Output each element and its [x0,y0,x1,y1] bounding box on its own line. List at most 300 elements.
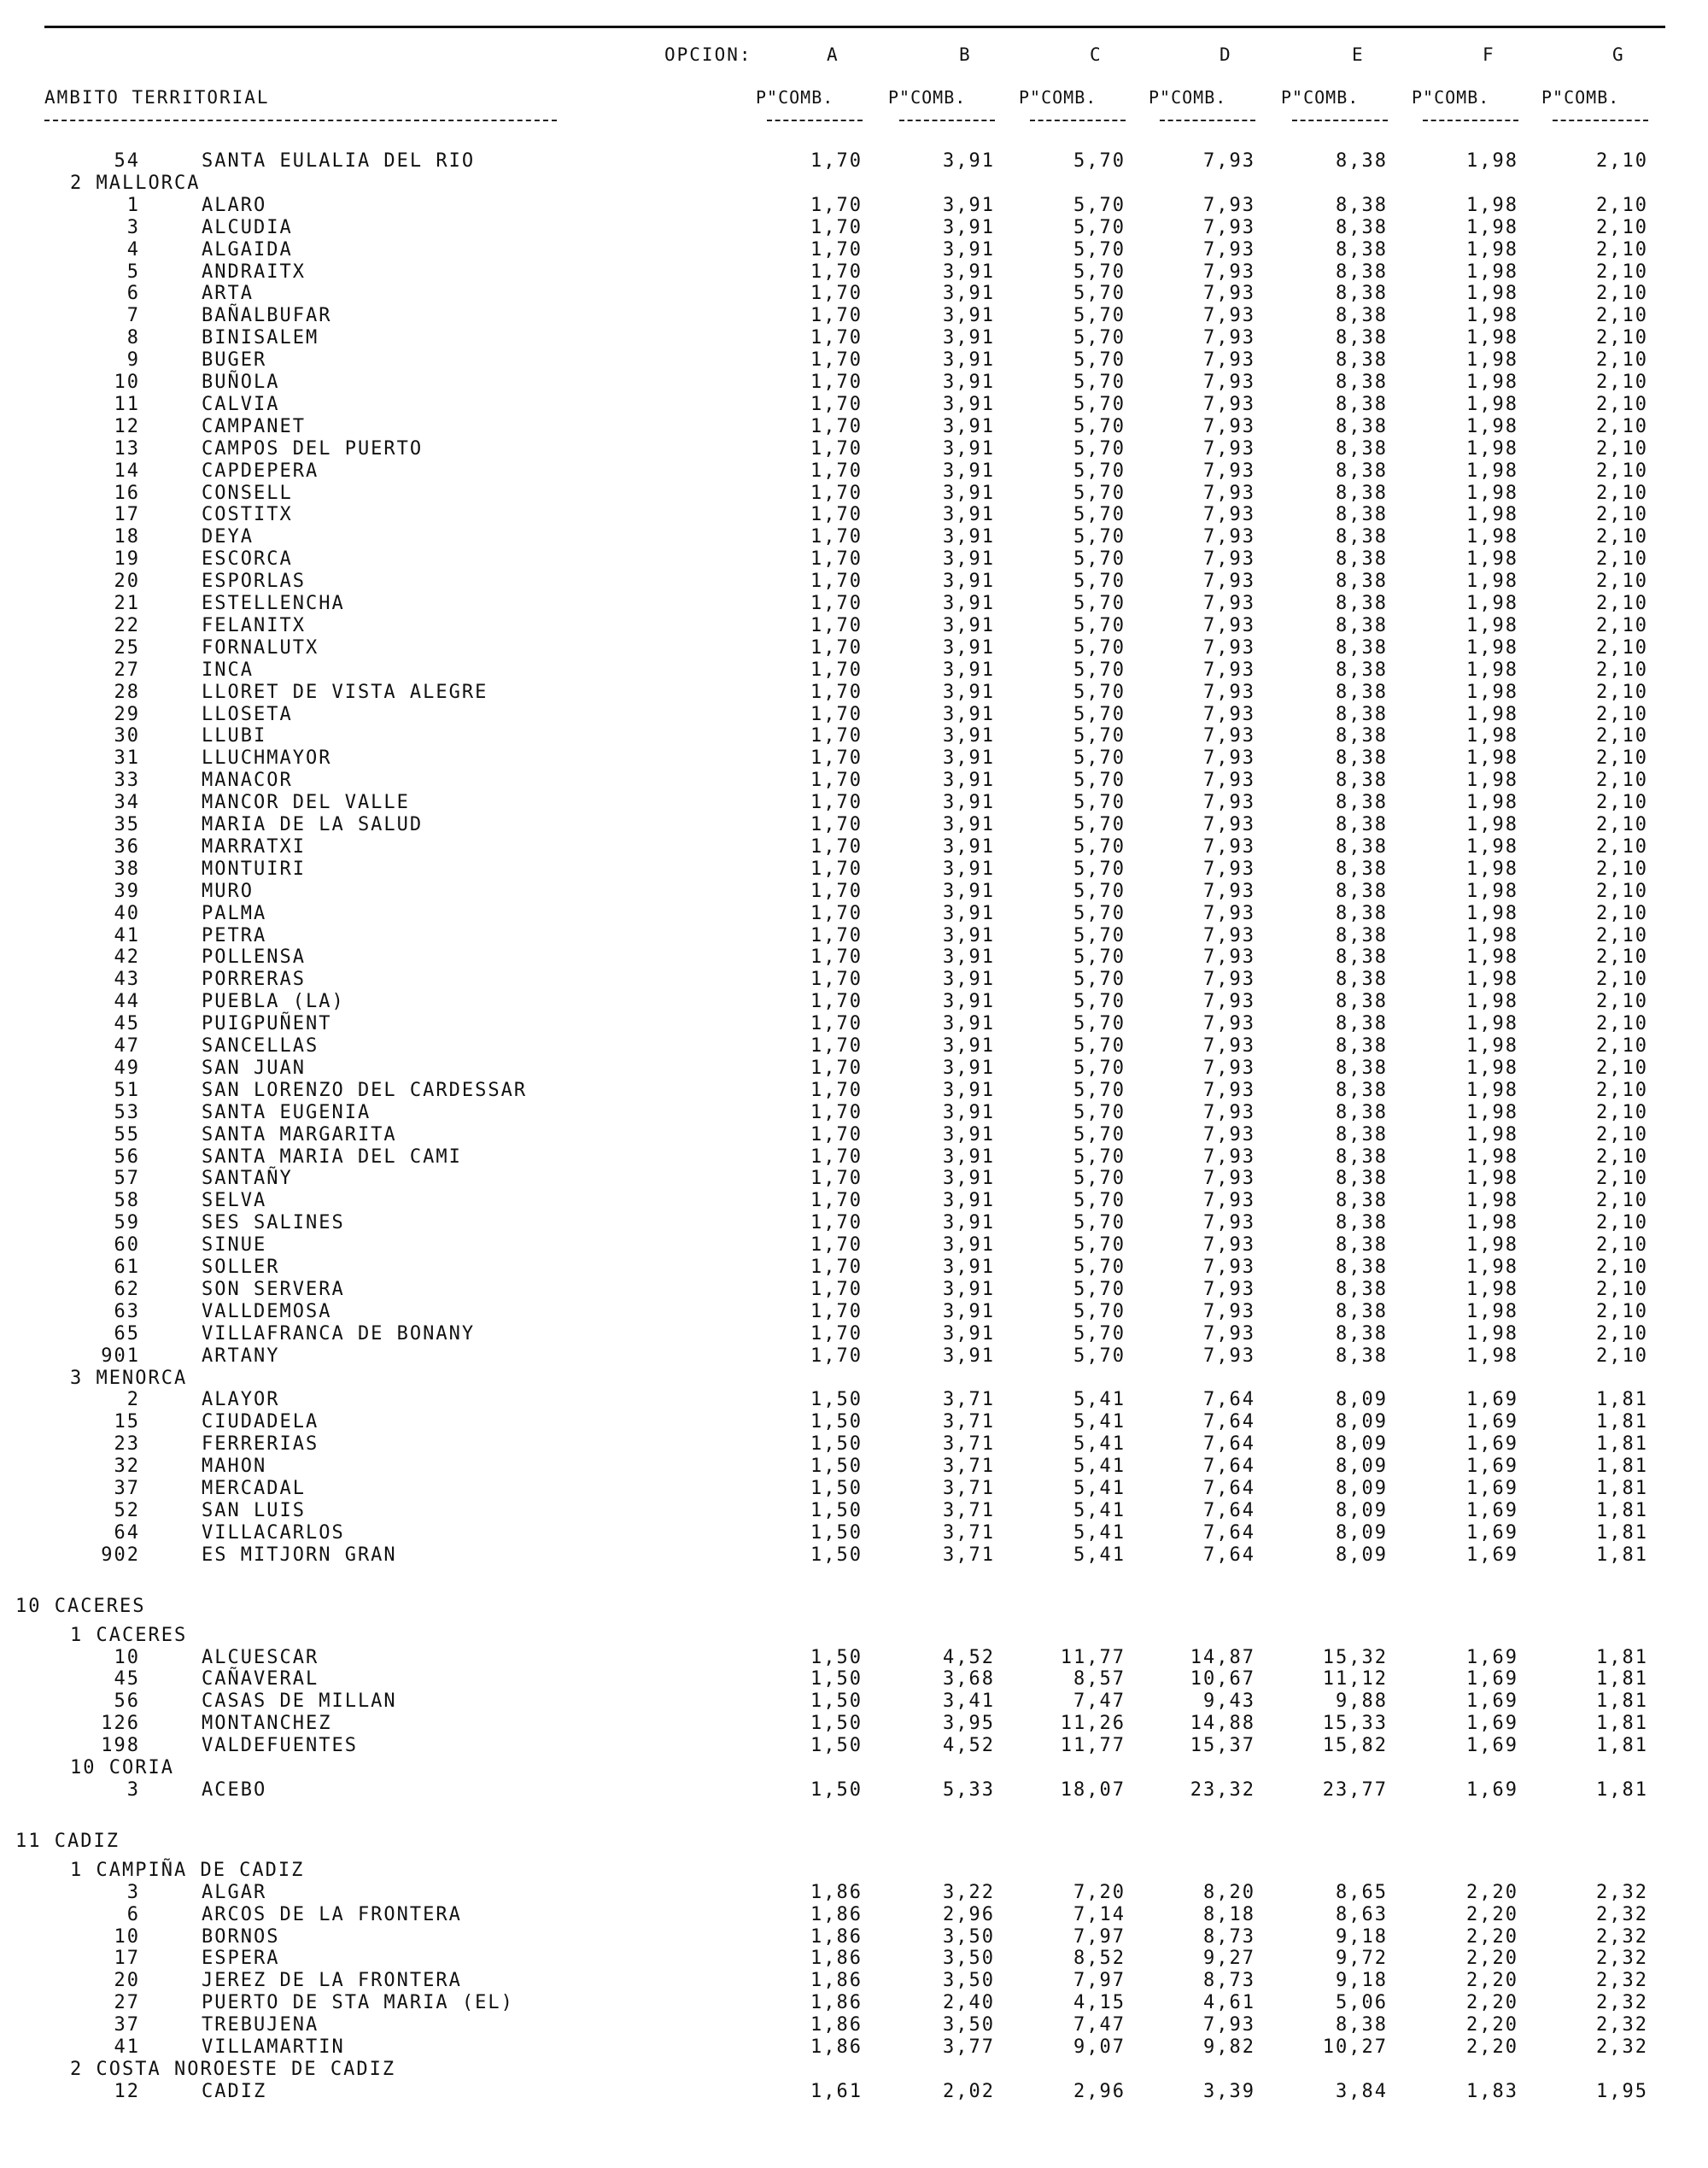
municipality-name: SELVA [202,1190,267,1212]
table-row [0,682,1708,704]
value-cell: 2,10 [1596,415,1648,437]
municipality-name: JEREZ DE LA FRONTERA [202,1970,462,1992]
value-cell: 2,32 [1596,1881,1648,1903]
value-cell: 7,93 [1203,1300,1255,1322]
value-cell: 1,98 [1466,1257,1518,1278]
comb-underline-a [767,120,863,121]
municipality-code: 44 [114,991,140,1013]
municipality-code: 39 [114,880,140,902]
municipality-code: 198 [101,1735,140,1757]
value-cell: 2,10 [1596,681,1648,703]
value-cell: 8,38 [1336,1212,1388,1234]
value-cell: 5,70 [1073,1146,1126,1168]
value-cell: 1,69 [1466,1521,1518,1544]
municipality-name: PORRERAS [202,969,306,991]
value-cell: 1,98 [1466,1101,1518,1123]
value-cell: 1,70 [810,1190,863,1212]
value-cell: 8,38 [1336,504,1388,526]
value-cell: 3,91 [943,991,995,1013]
value-cell: 1,81 [1596,1499,1648,1521]
value-cell: 5,70 [1073,969,1126,991]
value-cell: 2,10 [1596,1057,1648,1079]
value-cell: 8,20 [1203,1881,1255,1903]
value-cell: 2,10 [1596,1079,1648,1101]
value-cell: 1,98 [1466,437,1518,460]
municipality-code: 901 [101,1345,140,1367]
table-row [0,1735,1708,1757]
comb-header-b: P"COMB. [888,87,967,108]
value-cell: 7,93 [1203,703,1255,725]
value-cell: 7,64 [1203,1478,1255,1499]
value-cell: 2,32 [1596,1970,1648,1992]
municipality-name: FELANITX [202,614,306,636]
value-cell: 5,70 [1073,946,1126,969]
municipality-code: 20 [114,1970,140,1992]
table-row [0,615,1708,637]
value-cell: 7,93 [1203,1079,1255,1101]
municipality-name: CAÑAVERAL [202,1668,319,1690]
value-cell: 7,47 [1073,2014,1126,2036]
value-cell: 5,70 [1073,814,1126,835]
value-cell: 5,70 [1073,614,1126,636]
municipality-name: CONSELL [202,482,293,504]
value-cell: 1,98 [1466,1146,1518,1168]
value-cell: 7,93 [1203,1322,1255,1345]
municipality-name: ALARO [202,194,267,216]
value-cell: 8,38 [1336,1190,1388,1212]
value-cell: 1,70 [810,614,863,636]
value-cell: 1,83 [1466,2080,1518,2102]
municipality-code: 11 [114,393,140,415]
value-cell: 4,15 [1073,1992,1126,2014]
municipality-name: ALAYOR [202,1389,280,1411]
value-cell: 3,91 [943,327,995,349]
table-row [0,1279,1708,1301]
table-row [0,858,1708,881]
value-cell: 15,82 [1322,1735,1388,1757]
municipality-code: 10 [114,372,140,393]
column-letter-c: C [1090,44,1103,65]
value-cell: 3,71 [943,1499,995,1521]
value-cell: 1,70 [810,858,863,880]
value-cell: 2,10 [1596,1146,1648,1168]
value-cell: 8,38 [1336,238,1388,261]
value-cell: 3,91 [943,305,995,327]
value-cell: 1,50 [810,1499,863,1521]
value-cell: 18,07 [1060,1778,1126,1801]
value-cell: 1,98 [1466,372,1518,393]
municipality-code: 902 [101,1544,140,1566]
value-cell: 5,70 [1073,238,1126,261]
municipality-code: 53 [114,1101,140,1123]
value-cell: 7,93 [1203,504,1255,526]
value-cell: 1,98 [1466,835,1518,858]
value-cell: 1,70 [810,1035,863,1057]
table-row [0,1970,1708,1992]
value-cell: 10,67 [1190,1668,1255,1690]
value-cell: 1,98 [1466,659,1518,681]
value-cell: 3,71 [943,1411,995,1433]
value-cell: 1,98 [1466,1035,1518,1057]
value-cell: 7,93 [1203,349,1255,372]
value-cell: 7,93 [1203,1146,1255,1168]
municipality-name: LLORET DE VISTA ALEGRE [202,681,488,703]
value-cell: 2,10 [1596,194,1648,216]
value-cell: 7,93 [1203,1168,1255,1190]
municipality-code: 41 [114,924,140,946]
value-cell: 7,93 [1203,1345,1255,1367]
value-cell: 5,70 [1073,593,1126,614]
table-row [0,504,1708,526]
value-cell: 1,98 [1466,1079,1518,1101]
municipality-code: 36 [114,835,140,858]
value-cell: 1,98 [1466,814,1518,835]
table-row [0,1522,1708,1544]
value-cell: 5,70 [1073,261,1126,283]
municipality-name: BUÑOLA [202,372,280,393]
municipality-code: 20 [114,571,140,593]
value-cell: 3,91 [943,1300,995,1322]
value-cell: 1,50 [810,1668,863,1690]
value-cell: 1,81 [1596,1389,1648,1411]
value-cell: 2,10 [1596,636,1648,659]
municipality-name: SANTA EULALIA DEL RIO [202,150,476,172]
value-cell: 3,91 [943,1146,995,1168]
value-cell: 1,86 [810,1881,863,1903]
value-cell: 3,91 [943,216,995,238]
value-cell: 1,50 [810,1735,863,1757]
value-cell: 2,10 [1596,1257,1648,1278]
table-row [0,1301,1708,1323]
value-cell: 7,93 [1203,835,1255,858]
value-cell: 1,69 [1466,1713,1518,1735]
value-cell: 2,10 [1596,548,1648,571]
table-row [0,946,1708,969]
value-cell: 7,64 [1203,1389,1255,1411]
value-cell: 1,98 [1466,946,1518,969]
value-cell: 3,91 [943,372,995,393]
value-cell: 1,81 [1596,1735,1648,1757]
value-cell: 3,91 [943,681,995,703]
value-cell: 2,96 [943,1903,995,1925]
value-cell: 5,70 [1073,1079,1126,1101]
value-cell: 8,73 [1203,1970,1255,1992]
table-row [0,637,1708,659]
value-cell: 3,91 [943,1234,995,1257]
municipality-name: ACEBO [202,1778,267,1801]
municipality-name: SANTA MARIA DEL CAMI [202,1146,462,1168]
value-cell: 2,10 [1596,1212,1648,1234]
value-cell: 3,91 [943,858,995,880]
municipality-name: FERRERIAS [202,1433,319,1456]
table-row [0,548,1708,571]
value-cell: 7,93 [1203,636,1255,659]
value-cell: 3,91 [943,526,995,548]
value-cell: 5,70 [1073,703,1126,725]
municipality-name: COSTITX [202,504,293,526]
value-cell: 5,70 [1073,725,1126,747]
municipality-code: 28 [114,681,140,703]
value-cell: 1,69 [1466,1690,1518,1713]
municipality-code: 63 [114,1300,140,1322]
value-cell: 15,33 [1322,1713,1388,1735]
value-cell: 3,91 [943,460,995,482]
value-cell: 3,71 [943,1521,995,1544]
value-cell: 3,91 [943,747,995,770]
value-cell: 1,69 [1466,1778,1518,1801]
value-cell: 8,09 [1336,1521,1388,1544]
value-cell: 7,93 [1203,327,1255,349]
municipality-name: PALMA [202,902,267,924]
municipality-name: MONTUIRI [202,858,306,880]
value-cell: 5,41 [1073,1521,1126,1544]
value-cell: 1,70 [810,1013,863,1035]
municipality-name: SOLLER [202,1257,280,1278]
municipality-code: 10 [114,1925,140,1948]
value-cell: 2,20 [1466,1992,1518,2014]
value-cell: 7,93 [1203,437,1255,460]
municipality-name: CALVIA [202,393,280,415]
value-cell: 1,81 [1596,1690,1648,1713]
value-cell: 2,20 [1466,2014,1518,2036]
value-cell: 1,50 [810,1389,863,1411]
value-cell: 3,91 [943,482,995,504]
table-row [0,1882,1708,1904]
value-cell: 1,98 [1466,681,1518,703]
comarca-heading: 1 CAMPIÑA DE CADIZ [70,1859,305,1881]
value-cell: 8,52 [1073,1948,1126,1970]
value-cell: 2,20 [1466,1970,1518,1992]
value-cell: 2,10 [1596,1123,1648,1146]
value-cell: 3,68 [943,1668,995,1690]
municipality-name: LLUBI [202,725,267,747]
value-cell: 7,93 [1203,725,1255,747]
value-cell: 1,81 [1596,1521,1648,1544]
table-row [0,460,1708,483]
value-cell: 1,98 [1466,1300,1518,1322]
value-cell: 1,70 [810,770,863,792]
table-row [0,1433,1708,1456]
value-cell: 3,71 [943,1478,995,1499]
value-cell: 8,38 [1336,1300,1388,1322]
value-cell: 5,06 [1336,1992,1388,2014]
value-cell: 3,91 [943,1057,995,1079]
value-cell: 2,10 [1596,880,1648,902]
municipality-name: MANACOR [202,770,293,792]
municipality-name: VILLACARLOS [202,1521,345,1544]
value-cell: 5,70 [1073,1123,1126,1146]
value-cell: 1,98 [1466,1345,1518,1367]
municipality-code: 43 [114,969,140,991]
value-cell: 8,38 [1336,725,1388,747]
value-cell: 1,69 [1466,1646,1518,1668]
municipality-name: SAN LORENZO DEL CARDESSAR [202,1079,528,1101]
value-cell: 3,91 [943,548,995,571]
value-cell: 1,70 [810,415,863,437]
value-cell: 8,38 [1336,1257,1388,1278]
value-cell: 5,70 [1073,150,1126,172]
value-cell: 2,20 [1466,1881,1518,1903]
municipality-code: 4 [126,238,140,261]
municipality-name: FORNALUTX [202,636,319,659]
value-cell: 7,93 [1203,1234,1255,1257]
value-cell: 5,70 [1073,1345,1126,1367]
value-cell: 3,91 [943,1123,995,1146]
value-cell: 2,10 [1596,372,1648,393]
value-cell: 2,40 [943,1992,995,2014]
value-cell: 7,93 [1203,1057,1255,1079]
table-row [0,394,1708,416]
value-cell: 1,70 [810,349,863,372]
municipality-name: VALLDEMOSA [202,1300,332,1322]
value-cell: 5,70 [1073,1101,1126,1123]
value-cell: 1,98 [1466,1322,1518,1345]
value-cell: 1,98 [1466,194,1518,216]
value-cell: 8,38 [1336,571,1388,593]
value-cell: 3,91 [943,1278,995,1300]
value-cell: 3,91 [943,1212,995,1234]
municipality-code: 57 [114,1168,140,1190]
value-cell: 5,70 [1073,924,1126,946]
table-row [0,1124,1708,1146]
table-row [0,1035,1708,1058]
municipality-name: DEYA [202,526,254,548]
value-cell: 5,70 [1073,548,1126,571]
value-cell: 5,70 [1073,991,1126,1013]
value-cell: 11,77 [1060,1646,1126,1668]
municipality-code: 29 [114,703,140,725]
table-row [0,2081,1708,2103]
value-cell: 5,70 [1073,437,1126,460]
table-row [0,1102,1708,1124]
value-cell: 5,70 [1073,1190,1126,1212]
value-cell: 7,93 [1203,1257,1255,1278]
municipality-code: 49 [114,1057,140,1079]
table-row [0,593,1708,615]
value-cell: 1,98 [1466,283,1518,305]
municipality-code: 12 [114,415,140,437]
value-cell: 9,43 [1203,1690,1255,1713]
municipality-code: 22 [114,614,140,636]
value-cell: 8,38 [1336,1168,1388,1190]
value-cell: 3,91 [943,1101,995,1123]
value-cell: 3,91 [943,238,995,261]
municipality-code: 52 [114,1499,140,1521]
value-cell: 9,72 [1336,1948,1388,1970]
municipality-name: SANCELLAS [202,1035,319,1057]
value-cell: 1,70 [810,1057,863,1079]
municipality-code: 30 [114,725,140,747]
municipality-code: 6 [126,1903,140,1925]
municipality-name: MAHON [202,1456,267,1478]
municipality-name: VALDEFUENTES [202,1735,358,1757]
value-cell: 1,50 [810,1456,863,1478]
value-cell: 3,71 [943,1544,995,1566]
value-cell: 3,91 [943,969,995,991]
municipality-code: 37 [114,2014,140,2036]
value-cell: 5,70 [1073,216,1126,238]
value-cell: 2,10 [1596,1101,1648,1123]
value-cell: 5,70 [1073,636,1126,659]
value-cell: 5,70 [1073,393,1126,415]
value-cell: 1,70 [810,194,863,216]
table-row [0,725,1708,747]
top-rule [44,26,1665,28]
value-cell: 7,93 [1203,1212,1255,1234]
value-cell: 8,38 [1336,283,1388,305]
value-cell: 2,10 [1596,283,1648,305]
table-row [0,1190,1708,1212]
municipality-code: 62 [114,1278,140,1300]
value-cell: 2,10 [1596,437,1648,460]
municipality-name: MARRATXI [202,835,306,858]
value-cell: 1,70 [810,681,863,703]
municipality-code: 34 [114,792,140,814]
value-cell: 7,93 [1203,1101,1255,1123]
table-row [0,1779,1708,1802]
value-cell: 3,91 [943,1168,995,1190]
value-cell: 3,91 [943,946,995,969]
value-cell: 1,70 [810,1079,863,1101]
table-row [0,261,1708,284]
value-cell: 7,93 [1203,548,1255,571]
value-cell: 2,10 [1596,1300,1648,1322]
value-cell: 1,98 [1466,703,1518,725]
municipality-code: 21 [114,593,140,614]
value-cell: 2,32 [1596,1948,1648,1970]
municipality-name: SANTA MARGARITA [202,1123,397,1146]
value-cell: 1,81 [1596,1478,1648,1499]
municipality-code: 37 [114,1478,140,1499]
table-row [0,792,1708,814]
value-cell: 7,93 [1203,460,1255,482]
table-row [0,349,1708,372]
municipality-code: 47 [114,1035,140,1057]
value-cell: 1,50 [810,1778,863,1801]
municipality-name: ESPERA [202,1948,280,1970]
value-cell: 1,98 [1466,415,1518,437]
value-cell: 2,10 [1596,238,1648,261]
value-cell: 1,81 [1596,1778,1648,1801]
value-cell: 1,69 [1466,1389,1518,1411]
value-cell: 3,71 [943,1456,995,1478]
value-cell: 5,70 [1073,835,1126,858]
municipality-code: 14 [114,460,140,482]
comarca-heading: 10 CORIA [70,1757,174,1778]
value-cell: 8,38 [1336,526,1388,548]
comarca-heading: 1 CACERES [70,1624,188,1646]
value-cell: 1,81 [1596,1668,1648,1690]
value-cell: 5,41 [1073,1433,1126,1456]
table-row [0,1647,1708,1669]
value-cell: 1,95 [1596,2080,1648,2102]
value-cell: 1,98 [1466,614,1518,636]
value-cell: 8,09 [1336,1499,1388,1521]
value-cell: 7,93 [1203,1013,1255,1035]
municipality-code: 3 [126,1778,140,1801]
value-cell: 10,27 [1322,2036,1388,2058]
value-cell: 8,38 [1336,991,1388,1013]
value-cell: 5,70 [1073,1300,1126,1322]
value-cell: 2,10 [1596,305,1648,327]
value-cell: 1,69 [1466,1456,1518,1478]
table-row [0,1544,1708,1567]
municipality-name: CASAS DE MILLAN [202,1690,397,1713]
value-cell: 1,98 [1466,1212,1518,1234]
value-cell: 3,91 [943,349,995,372]
value-cell: 5,70 [1073,681,1126,703]
municipality-name: ESTELLENCHA [202,593,345,614]
